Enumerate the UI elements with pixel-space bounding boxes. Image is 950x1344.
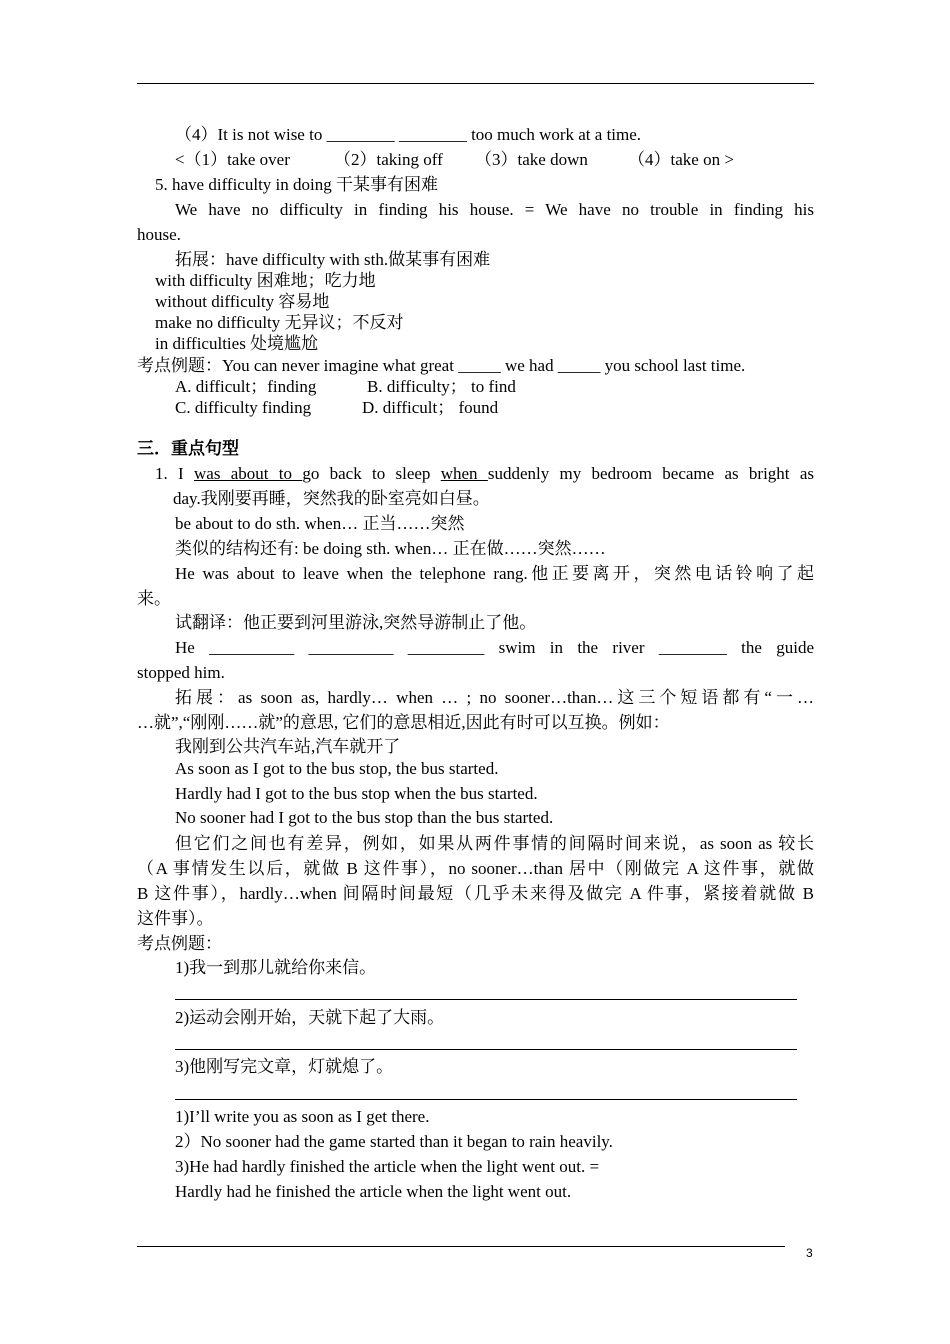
example-english-1: As soon as I got to the bus stop, the bus started. (175, 759, 499, 778)
footer-rule (137, 1246, 785, 1247)
example-line2: 来。 (137, 589, 171, 608)
example-line1: He was about to leave when the telephone rang.他正要离开，突然电话铃响了起 (175, 564, 814, 583)
section-title: 三．重点句型 (137, 439, 239, 458)
option-1: <（1）take over (175, 150, 290, 169)
quiz-option-c: C. difficulty finding (175, 398, 312, 417)
quiz-heading: 考点例题： (137, 934, 222, 953)
answer-4: Hardly had he finished the article when the light went out. (175, 1182, 572, 1201)
translation-blank-line2: stopped him. (137, 663, 225, 682)
quiz-option-d: D. difficult； found (362, 398, 499, 417)
item5-quiz: 考点例题：You can never imagine what great _____ we had _____ you school last time. (137, 356, 746, 375)
translation-heading: 试翻译：他正要到河里游泳,突然导游制止了他。 (175, 613, 537, 632)
quiz-option-b: B. difficulty； to find (367, 377, 516, 396)
sentence-1-line2: day.我刚要再睡，突然我的卧室亮如白昼。 (173, 489, 490, 508)
quiz-option-a: A. difficult；finding (175, 377, 317, 396)
option-2: （2）taking off (334, 150, 443, 169)
option-3: （3）take down (475, 150, 588, 169)
difference-line2: （A 事情发生以后，就做 B 这件事），no sooner…than 居中（刚做完 A 这件事，就做 (137, 859, 814, 878)
underlined-phrase-1: was about to (194, 464, 303, 483)
page-number: 3 (806, 1246, 813, 1260)
exercise-4: （4）It is not wise to ________ ________ too much work at a time. (175, 125, 642, 144)
item5-extension-3: make no difficulty 无异议；不反对 (155, 313, 404, 332)
example-english-2: Hardly had I got to the bus stop when the bus started. (175, 784, 538, 803)
item5-extension-2: without difficulty 容易地 (155, 292, 330, 311)
translation-blank-line1: He __________ __________ _________ swim in the river ________ the guide (175, 638, 814, 657)
answer-3: 3)He had hardly finished the article when the light went out. = (175, 1157, 600, 1176)
option-4: （4）take on > (628, 150, 734, 169)
answer-line-3 (175, 1099, 797, 1100)
difference-line4: 这件事）。 (137, 909, 214, 928)
sentence-1-number: 1. I (155, 464, 194, 483)
answer-1: 1)I’ll write you as soon as I get there. (175, 1107, 430, 1126)
question-2: 2)运动会刚开始，天就下起了大雨。 (175, 1008, 445, 1027)
answer-line-2 (175, 1049, 797, 1050)
answer-2: 2）No sooner had the game started than it began to rain heavily. (175, 1132, 613, 1151)
pattern-1: be about to do sth. when… 正当……突然 (175, 514, 465, 533)
header-rule (137, 83, 814, 84)
question-1: 1)我一到那儿就给你来信。 (175, 958, 377, 977)
sentence-1-end: suddenly my bedroom became as bright as (487, 464, 814, 483)
item5-example-line1: We have no difficulty in finding his house. = We have no trouble in finding his (175, 200, 814, 219)
difference-line1: 但它们之间也有差异，例如，如果从两件事情的间隔时间来说，as soon as 较长 (175, 834, 814, 853)
sentence-1-middle: go back to sleep (302, 464, 441, 483)
sentence-1-line1 (155, 463, 814, 485)
example-english-3: No sooner had I got to the bus stop than the bus started. (175, 808, 554, 827)
answer-line-1 (175, 999, 797, 1000)
item5-extension-4: in difficulties 处境尴尬 (155, 334, 319, 353)
underlined-phrase-2: when (440, 464, 488, 483)
item5-heading: 5. have difficulty in doing 干某事有困难 (155, 175, 438, 194)
example-chinese: 我刚到公共汽车站,汽车就开了 (175, 737, 401, 756)
item5-example-line2: house. (137, 225, 181, 244)
item5-extension-heading: 拓展：have difficulty with sth.做某事有困难 (175, 250, 491, 269)
pattern-2: 类似的结构还有: be doing sth. when… 正在做……突然…… (175, 539, 606, 558)
item5-extension-1: with difficulty 困难地；吃力地 (155, 271, 376, 290)
difference-line3: B 这件事），hardly…when 间隔时间最短（几乎未来得及做完 A 件事，紧接着就做 B (137, 884, 814, 903)
extension-line1: 拓展：as soon as, hardly… when … ; no sooner…than…这三个短语都有“一… (175, 688, 814, 707)
extension-line2: …就”,“刚刚……就”的意思, 它们的意思相近,因此有时可以互换。例如： (137, 713, 670, 732)
question-3: 3)他刚写完文章，灯就熄了。 (175, 1057, 394, 1076)
